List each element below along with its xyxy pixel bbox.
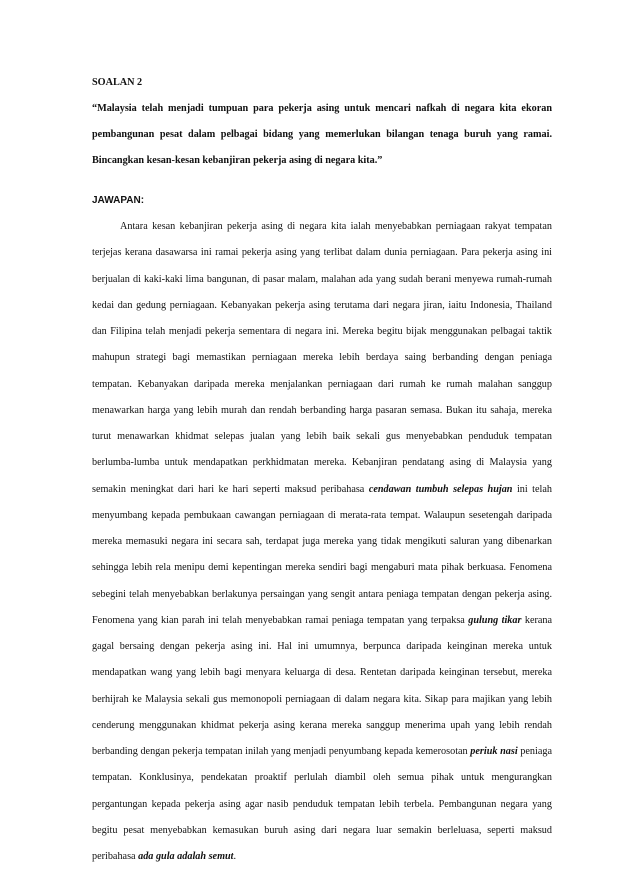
idiom-periuk-nasi: periuk nasi	[470, 746, 518, 757]
document-page	[92, 70, 552, 870]
answer-text-part-2: ini telah menyumbang kepada pembukaan cawangan perniagaan di merata-rata tempat. Walaupun sesetengah daripada mereka memasuki negara ini secara sah, terdapat juga mereka yang tidak mengikuti saluran yang dibenarkan sehingga lebih rela menipu demi kepentingan mereka sendiri bagi mengaburi mata pihak berkuasa. Fenomena sebegini telah menyebabkan berlakunya persaingan yang sengit antara peniaga tempatan dengan pekerja asing. Fenomena yang kian parah ini telah menyebabkan ramai peniaga tempatan yang terpaksa	[92, 483, 552, 626]
question-heading: SOALAN 2	[92, 77, 143, 88]
idiom-gulung-tikar: gulung tikar	[468, 614, 522, 626]
answer-label: JAWAPAN:	[92, 195, 145, 206]
answer-text-part-4: peniaga tempatan. Konklusinya, pendekatan proaktif perlulah diambil oleh semua pihak untuk mengurangkan pergantungan kepada pekerja asing agar nasib penduduk tempatan lebih terbela. Pembangunan negara yang begitu pesat menyebabkan kemasukan buruh asing dari negara luar semakin berleluasa, seperti maksud peribahasa	[92, 746, 552, 862]
answer-text-part-1: Antara kesan kebanjiran pekerja asing di negara kita ialah menyebabkan perniagaan rakyat tempatan terjejas kerana dasawarsa ini ramai pekerja asing yang terlibat dalam dunia perniagaan. Para pekerja asing ini berjualan di kaki-kaki lima bangunan, di pasar malam, malahan ada yang sudah berani menyewa rumah-rumah kedai dan gedung perniagaan. Kebanyakan pekerja asing terutama dari negara jiran, iaitu Indonesia, Thailand dan Filipina telah menjadi pekerja sementara di negara ini. Mereka begitu bijak menggunakan pelbagai taktik mahupun strategi bagi memastikan perniagaan mereka lebih berdaya saing berbanding dengan peniaga tempatan. Kebanyakan daripada mereka menjalankan perniagaan dari rumah ke rumah malahan sanggup menawarkan harga yang lebih murah dan rendah berbanding harga pasaran semasa. Bukan itu sahaja, mereka turut menawarkan khidmat selepas jualan yang lebih baik sekali gus menyebabkan penduduk tempatan berlumba-lumba untuk mendapatkan perkhidmatan mereka. Kebanjiran pendatang asing di Malaysia yang semakin meningkat dari hari ke hari seperti maksud peribahasa	[92, 221, 552, 495]
idiom-cendawan: cendawan tumbuh selepas hujan	[368, 483, 513, 495]
answer-text-part-5: .	[233, 851, 237, 862]
answer-paragraph	[92, 214, 552, 870]
idiom-ada-gula: ada gula adalah semut	[138, 851, 234, 862]
answer-text-part-3: kerana gagal bersaing dengan pekerja asing ini. Hal ini umumnya, berpunca daripada keinginan mereka untuk mendapatkan wang yang lebih bagi menyara keluarga di desa. Rentetan daripada keinginan tersebut, mereka berhijrah ke Malaysia sekali gus memonopoli perniagaan di dalam negara kita. Sikap para majikan yang lebih cenderung menggunakan khidmat pekerja asing kerana mereka sanggup menerima upah yang lebih rendah berbanding dengan pekerja tempatan inilah yang menjadi penyumbang kepada kemerosotan	[92, 614, 552, 757]
question-text: “Malaysia telah menjadi tumpuan para pekerja asing untuk mencari nafkah di negara kita ekoran pembangunan pesat dalam pelbagai bidang yang memerlukan bilangan tenaga buruh yang ramai. Bincangkan kesan-kesan kebanjiran pekerja asing di negara kita.”	[92, 103, 552, 166]
